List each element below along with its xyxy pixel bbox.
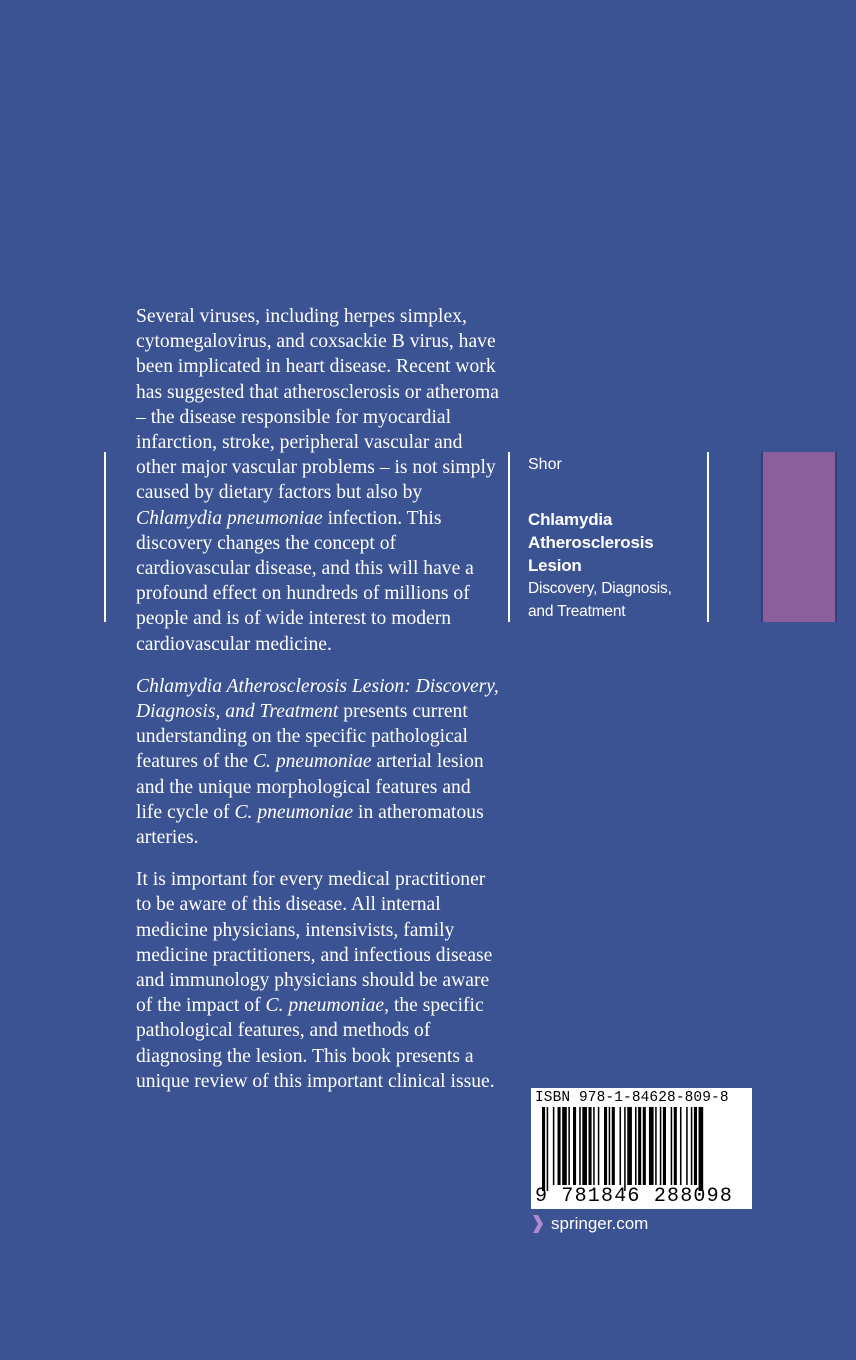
blurb-text: Several viruses, including herpes simplex, cytomegalovirus, and coxsackie B virus, have been implicated in heart disease. Recent work has suggested that atherosclerosis or atheroma – the disease responsible for myocardial infarction, stroke, peripheral vascular and other major vascular problems – is not simply caused by dietary factors but also by xyxy=(136,306,499,504)
blurb-text: It is important for every medical practitioner to be aware of this disease. All internal medicine physicians, intensivists, family medicine practitioners, and infectious disease and immunology physicians should be aware of the impact of xyxy=(136,869,493,1017)
blurb-italic-term: C. pneumoniae xyxy=(234,801,354,823)
publisher-url: springer.com xyxy=(551,1214,649,1233)
blurb-text: presents current understanding on the specific pathological features of the xyxy=(136,701,468,773)
blurb-paragraph-2 xyxy=(136,674,501,850)
title-line: Chlamydia xyxy=(528,510,613,529)
author-name: Shor xyxy=(528,456,562,473)
title-line: Atherosclerosis xyxy=(528,533,654,552)
blurb-paragraph-1 xyxy=(136,304,501,657)
blurb-italic-term: Chlamydia pneumoniae xyxy=(136,507,323,529)
blurb-text: infection. This discovery changes the concept of cardiovascular disease, and this will have a profound effect on hundreds of millions of people and is of wide interest to modern cardiovascular medicine. xyxy=(136,507,474,655)
isbn-label: ISBN 978-1-84628-809-8 xyxy=(535,1090,729,1106)
back-cover-blurb xyxy=(136,304,501,1111)
subtitle-line: Discovery, Diagnosis, xyxy=(528,580,672,597)
blurb-italic-term: C. pneumoniae xyxy=(265,995,385,1017)
isbn-barcode xyxy=(531,1088,752,1209)
spine-color-band xyxy=(761,452,837,622)
book-title-panel xyxy=(528,455,703,623)
title-line: Lesion xyxy=(528,556,582,575)
blurb-italic-book-title: Chlamydia Atherosclerosis Lesion: Discovery, Diagnosis, and Treatment xyxy=(136,675,499,723)
blurb-text: , the specific pathological features, and methods of diagnosing the lesion. This book presents a unique review of this important clinical issue. xyxy=(136,995,495,1092)
blurb-text: in atheromatous arteries. xyxy=(136,801,484,849)
left-divider-line xyxy=(104,452,106,622)
spine-right-divider-line xyxy=(707,452,709,622)
blurb-paragraph-3 xyxy=(136,867,501,1094)
blurb-text: arterial lesion and the unique morphological features and life cycle of xyxy=(136,751,484,823)
subtitle-line: and Treatment xyxy=(528,603,626,620)
book-title xyxy=(528,508,703,623)
ean-digits: 9 781846 288098 xyxy=(535,1185,734,1208)
chevron-right-icon xyxy=(531,1213,545,1235)
publisher-link[interactable] xyxy=(531,1211,648,1237)
blurb-italic-term: C. pneumoniae xyxy=(252,751,372,773)
spine-left-divider-line xyxy=(508,452,510,622)
